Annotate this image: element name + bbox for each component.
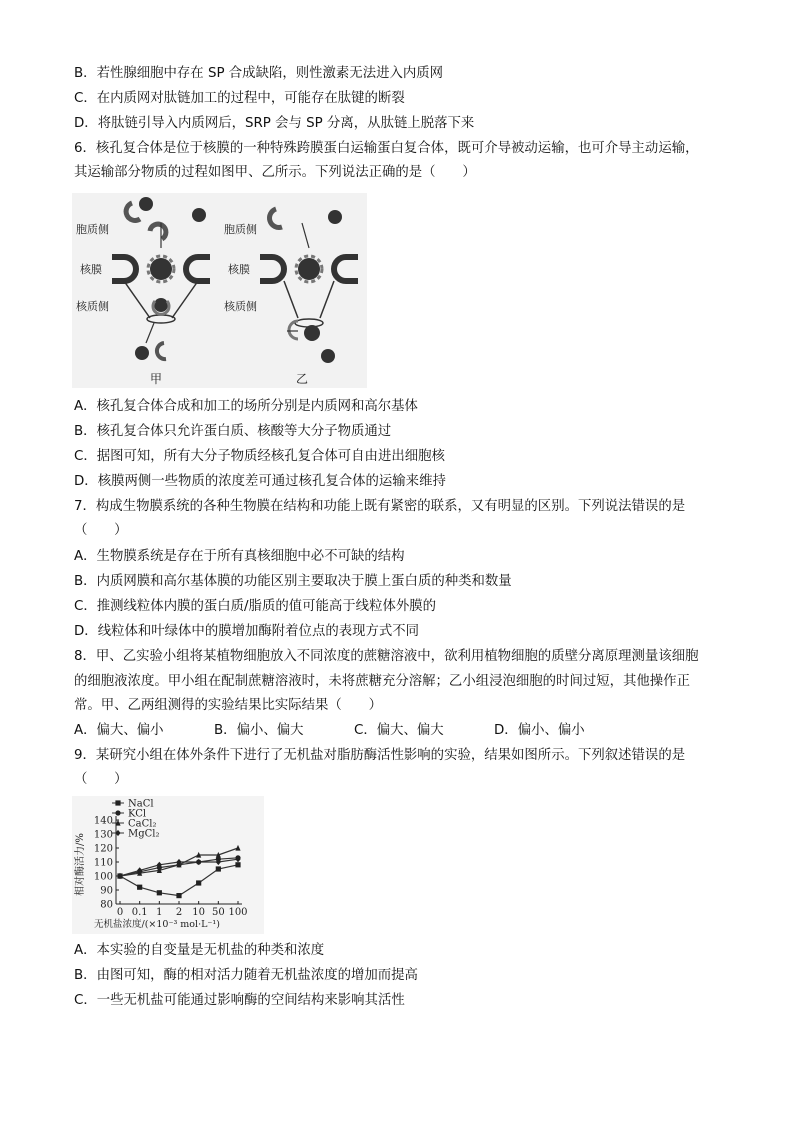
- label-nucleoplasm-left: 核质侧: [76, 300, 109, 313]
- x-tick-label: 50: [211, 907, 225, 918]
- data-point: [196, 880, 201, 885]
- x-tick-label: 0: [116, 907, 124, 918]
- q8-option-b: B．偏小、偏大: [214, 723, 304, 738]
- x-axis-label: 无机盐浓度/(×10⁻³ mol·L⁻¹): [94, 919, 220, 930]
- nuclear-pore-figure: [72, 193, 367, 388]
- x-tick-label: 2: [175, 907, 183, 918]
- label-membrane-right: 核膜: [228, 263, 250, 276]
- x-tick-label: 1: [156, 907, 163, 918]
- q6-option-a: A．核孔复合体合成和加工的场所分别是内质网和高尔基体: [74, 399, 418, 414]
- q8-stem-line-1: 8．甲、乙实验小组将某植物细胞放入不同浓度的蔗糖溶液中，欲利用植物细胞的质壁分离原理测量该细胞: [74, 649, 699, 664]
- q7-option-b: B．内质网膜和高尔基体膜的功能区别主要取决于膜上蛋白质的种类和数量: [74, 574, 512, 589]
- q7-option-d: D．线粒体和叶绿体中的膜增加酶附着位点的表现方式不同: [74, 624, 420, 639]
- y-axis-label: 相对酶活力/%: [75, 833, 86, 896]
- q5-option-c: C．在内质网对肽链加工的过程中，可能存在肽键的断裂: [74, 91, 405, 106]
- y-tick-label: 80: [100, 899, 113, 911]
- legend-label: MgCl₂: [128, 828, 160, 840]
- x-tick-label: 100: [228, 907, 248, 918]
- x-tick-label: 10: [192, 907, 206, 918]
- y-tick-label: 90: [100, 885, 113, 897]
- data-point: [216, 866, 221, 871]
- x-tick-label: 0.1: [131, 907, 148, 918]
- data-point: [115, 800, 120, 805]
- y-tick-label: 120: [93, 843, 113, 855]
- caption-yi: 乙: [296, 372, 309, 386]
- legend-label: CaCl₂: [128, 818, 157, 830]
- legend-label: KCl: [128, 808, 147, 820]
- enzyme-activity-chart: [72, 796, 264, 934]
- legend-label: NaCl: [128, 798, 154, 810]
- y-tick-label: 130: [93, 829, 113, 841]
- q6-stem-line-1: 6．核孔复合体是位于核膜的一种特殊跨膜蛋白运输蛋白复合体，既可介导被动运输，也可介导主动运输，: [74, 141, 699, 156]
- y-tick-label: 100: [93, 871, 113, 883]
- q9-option-c: C．一些无机盐可能通过影响酶的空间结构来影响其活性: [74, 993, 405, 1008]
- q9-option-a: A．本实验的自变量是无机盐的种类和浓度: [74, 943, 325, 958]
- q6-option-b: B．核孔复合体只允许蛋白质、核酸等大分子物质通过: [74, 424, 392, 439]
- q7-option-a: A．生物膜系统是存在于所有真核细胞中必不可缺的结构: [74, 549, 405, 564]
- q6-option-d: D．核膜两侧一些物质的浓度差可通过核孔复合体的运输来维持: [74, 474, 446, 489]
- q8-stem-line-3: 常。甲、乙两组测得的实验结果比实际结果（ ）: [74, 698, 382, 713]
- q6-option-c: C．据图可知，所有大分子物质经核孔复合体可自由进出细胞核: [74, 449, 445, 464]
- q7-stem-line-2: （ ）: [74, 523, 128, 538]
- label-nucleoplasm-right: 核质侧: [224, 300, 257, 313]
- data-point: [157, 890, 162, 895]
- data-point: [115, 810, 120, 815]
- enzyme-activity-chart-svg: [72, 796, 264, 934]
- label-cytoplasm-left: 胞质侧: [76, 223, 109, 236]
- q7-stem-line-1: 7．构成生物膜系统的各种生物膜在结构和功能上既有紧密的联系，又有明显的区别。下列说法错误的是: [74, 499, 686, 514]
- q6-stem-line-2: 其运输部分物质的过程如图甲、乙所示。下列说法正确的是（ ）: [74, 165, 476, 180]
- data-point: [137, 885, 142, 890]
- data-point: [235, 862, 240, 867]
- q7-option-c: C．推测线粒体内膜的蛋白质/脂质的值可能高于线粒体外膜的: [74, 599, 437, 614]
- q8-stem-line-2: 的细胞液浓度。甲小组在配制蔗糖溶液时，未将蔗糖充分溶解；乙小组浸泡细胞的时间过短，其他操作正: [74, 674, 690, 689]
- q5-option-b: B．若性腺细胞中存在 SP 合成缺陷，则性激素无法进入内质网: [74, 66, 444, 81]
- y-tick-label: 140: [93, 815, 113, 827]
- q9-stem-line-2: （ ）: [74, 772, 128, 787]
- q8-options-row: [74, 722, 634, 740]
- y-tick-label: 110: [93, 857, 113, 869]
- label-cytoplasm-right: 胞质侧: [224, 223, 257, 236]
- caption-jia: 甲: [150, 372, 163, 386]
- q8-option-c: C．偏大、偏大: [354, 723, 444, 738]
- nuclear-pore-diagram: [72, 193, 367, 388]
- data-point: [176, 893, 181, 898]
- q8-option-d: D．偏小、偏小: [494, 723, 585, 738]
- q8-option-a: A．偏大、偏小: [74, 723, 164, 738]
- q5-option-d: D．将肽链引导入内质网后，SRP 会与 SP 分离，从肽链上脱落下来: [74, 116, 475, 131]
- label-membrane-left: 核膜: [80, 263, 102, 276]
- q9-stem-line-1: 9．某研究小组在体外条件下进行了无机盐对脂肪酶活性影响的实验，结果如图所示。下列叙述错误的是: [74, 748, 686, 763]
- q9-option-b: B．由图可知，酶的相对活力随着无机盐浓度的增加而提高: [74, 968, 418, 983]
